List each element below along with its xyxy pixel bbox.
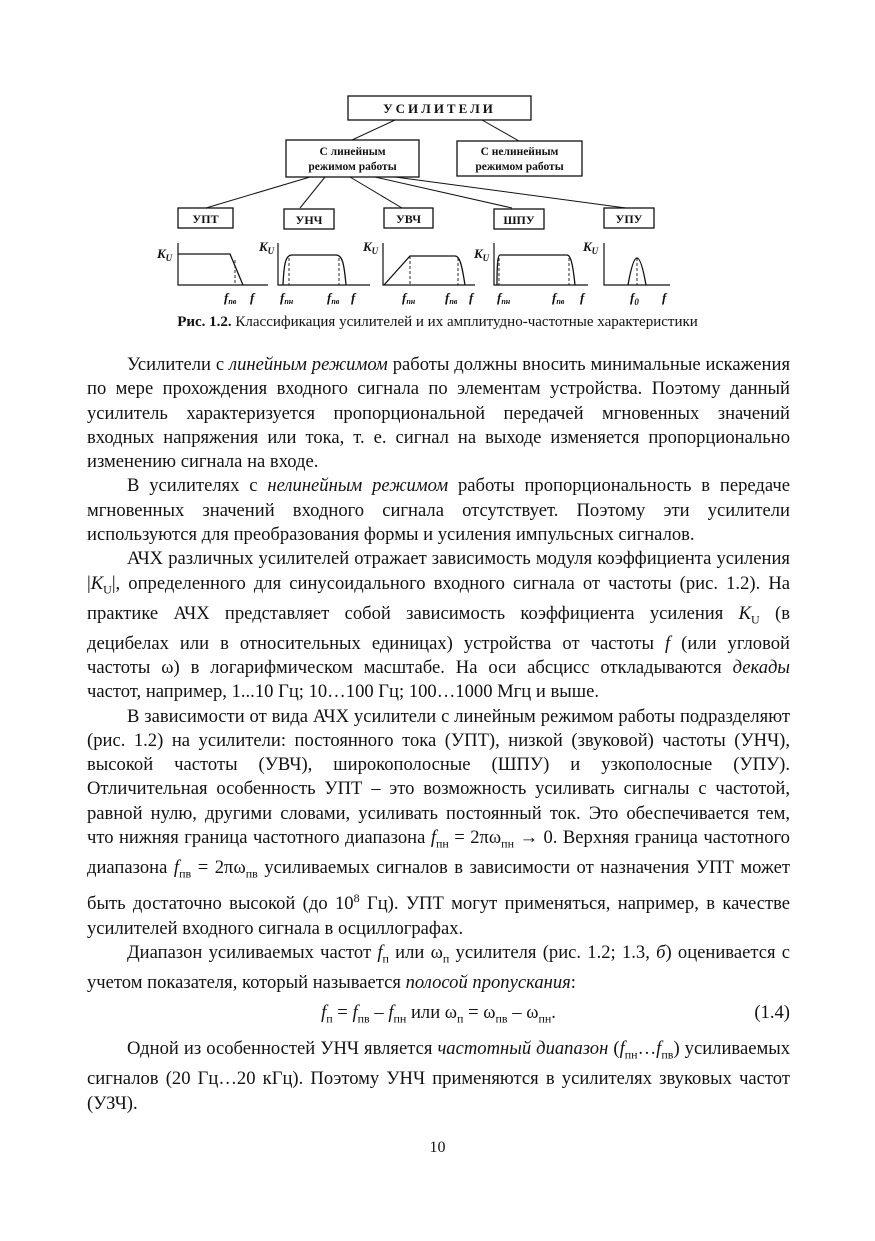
type-label-shpu: ШПУ [503,213,535,227]
type-label-upt: УПТ [192,212,219,226]
type-label-upu: УПУ [615,212,643,226]
paragraph-nonlinear-mode: В усилителях с нелинейным режимом работы пропорциональность в передаче мгновенных значений входного сигнала отсутствует. Поэтому эти усилители используются для преобразования формы и усиления импульсных сигналов. [87,475,790,546]
f-pv-label-upt: fпв [224,290,237,306]
f-axis-label-shpu: f [580,290,585,305]
type-box-uvch [384,208,433,228]
connector-root-nonlinear [482,120,519,141]
type-label-uvch: УВЧ [395,212,422,226]
type-box-shpu [494,209,544,229]
classification-diagram [0,0,875,315]
paragraph-afc: АЧХ различных усилителей отражает зависимость модуля коэффициента усиления $|K_U|$, определенного для синусоидального входного сигнала от частоты (рис. 1.2). На практике АЧХ представляет собой зависимость коэффициента усиления $K_U$ (в децибелах или в относительных единицах) устройства от частоты f (или угловой частоты ω) в логарифмическом масштабе. На оси абсцисс откладываются декады частот, например, 1...10 Гц; 10…100 Гц; 100…1000 Мгц и выше. [87,548,791,703]
ku-labels [156,239,599,263]
ku-label-shpu: $K_U$ [474,246,490,263]
paragraph-amplifier-types: В зависимости от вида АЧХ усилители с линейным режимом работы подразделяют (рис. 1.2) на усилители: постоянного тока (УПТ), низкой (звуковой) частоты (УНЧ), высокой частоты (УВЧ), широкополосные (ШПУ) и узкополосные (УПУ). Отличительная особенность УПТ – это возможность усиливать сигналы с частотой, равной нулю, другими словами, усиливать постоянный ток. Это обеспечивается тем, что нижняя граница частотного диапазона $f_{пн} = 2\pi\omega_{пн} \to 0$. Верхняя граница частотного диапазона $f_{пв} = 2\pi\omega_{пв}$ усиливаемых сигналов в зависимости от назначения УПТ может быть достаточно высокой (до $10^8$ Гц). УПТ могут применяться, например, в качестве усилителей входного сигнала в осциллографах. [87,705,791,939]
nonlinear-label-line1: С нелинейным [480,146,559,158]
formula-1-4: $f_п = f_{пв} - f_{пн}$ или $\omega_п = \omega_{пв} - \omega_{пн}$. (1.4) [321,1002,790,1026]
afc-plot-upu [604,243,670,285]
nonlinear-box [457,141,582,176]
linear-box [286,140,419,177]
f-axis-label-upu: f [662,290,667,305]
type-box-unch [284,209,334,229]
afc-plot-uvch [383,243,475,285]
connector-upt [206,177,310,208]
paragraph-linear-mode: Усилители с линейным режимом работы должны вносить минимальные искажения по мере прохождения входного сигнала по элементам устройства. Поэтому данный усилитель характеризуется пропорциональной передачей мгновенных значений входных напряжения или тока, т. е. сигнал на выходе изменяется пропорционально изменению сигнала на входе. [87,354,790,473]
frequency-labels [224,290,668,307]
linear-label-line1: С линейным [319,146,386,158]
caption-label: Рис. 1.2. [177,314,232,330]
figure-caption [0,313,875,331]
linear-label-line2: режимом работы [308,161,397,173]
paragraph-bandwidth: Диапазон усиливаемых частот $f_п$ или $\omega_п$ усилителя (рис. 1.2; 1.3, б) оценивается с учетом показателя, который называется полосой пропускания: [87,941,791,993]
type-box-upt [178,208,233,228]
connector-root-linear [352,120,395,140]
ku-label-uvch: $K_U$ [363,239,379,256]
afc-plot-unch [278,243,370,285]
root-label: УСИЛИТЕЛИ [383,101,496,116]
root-box [348,96,531,120]
caption-text: Классификация усилителей и их амплитудно-частотные характеристики [231,314,698,330]
formula-number: (1.4) [754,1002,790,1024]
ku-label-upt: $K_U$ [157,246,173,263]
afc-plot-upt [178,243,268,285]
connector-unch [300,177,325,208]
type-box-upu [604,208,654,228]
nonlinear-label-line2: режимом работы [475,161,564,173]
f-pn-label-shpu: fпн [497,290,511,306]
connector-shpu [375,177,512,208]
f0-label-upu: $f_0$ [630,290,639,307]
f-axis-label-uvch: f [469,290,474,305]
f-axis-label-upt: f [250,290,255,305]
f-pn-label-unch: fпн [280,290,294,306]
paragraph-unch-range: Одной из особенностей УНЧ является частотный диапазон $(f_{пн}\dots f_{пв})$ усиливаемых сигналов (20 Гц…20 кГц). Поэтому УНЧ применяются в усилителях звуковых частот (УЗЧ). [87,1038,791,1114]
ku-label-upu: $K_U$ [583,239,599,256]
afc-plot-shpu [494,243,588,285]
f-pv-label-shpu: fпв [552,290,565,306]
f-pv-label-uvch: fпв [445,290,458,306]
connector-upu [395,177,626,208]
page-number: 10 [429,1139,446,1156]
ku-label-unch: $K_U$ [259,239,275,256]
f-pv-label-unch: fпв [327,290,340,306]
f-axis-label-unch: f [351,290,356,305]
body-text [87,353,790,1116]
type-label-unch: УНЧ [295,213,323,227]
f-pn-label-uvch: fпн [402,290,416,306]
